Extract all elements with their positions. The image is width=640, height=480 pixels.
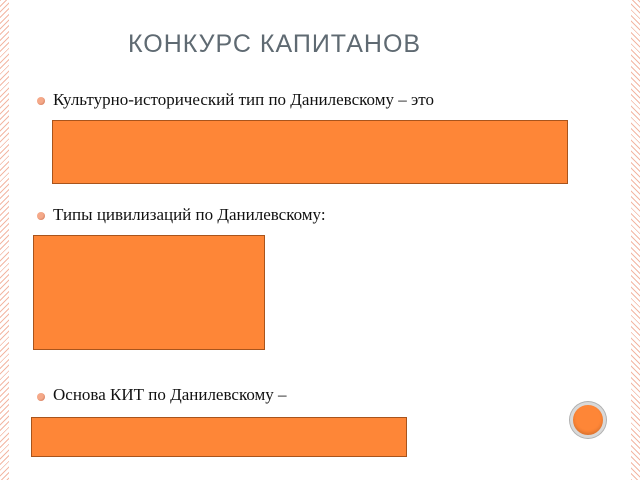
- bullet-text-3: Основа КИТ по Данилевскому –: [53, 385, 287, 404]
- left-decorative-border: [0, 0, 9, 480]
- action-circle-button[interactable]: [570, 402, 606, 438]
- bullet-text-1: Культурно-исторический тип по Данилевскому – это: [53, 90, 434, 109]
- right-decorative-border: [631, 0, 640, 480]
- bullet-dot-3: [37, 393, 45, 401]
- bullet-dot-1: [37, 97, 45, 105]
- bullet-dot-2: [37, 212, 45, 220]
- slide-title: КОНКУРС КАПИТАНОВ: [128, 30, 422, 58]
- answer-box-3[interactable]: [31, 417, 407, 457]
- bullet-text-2: Типы цивилизаций по Данилевскому:: [53, 205, 326, 224]
- answer-box-1[interactable]: [52, 120, 568, 184]
- answer-box-2[interactable]: [33, 235, 265, 350]
